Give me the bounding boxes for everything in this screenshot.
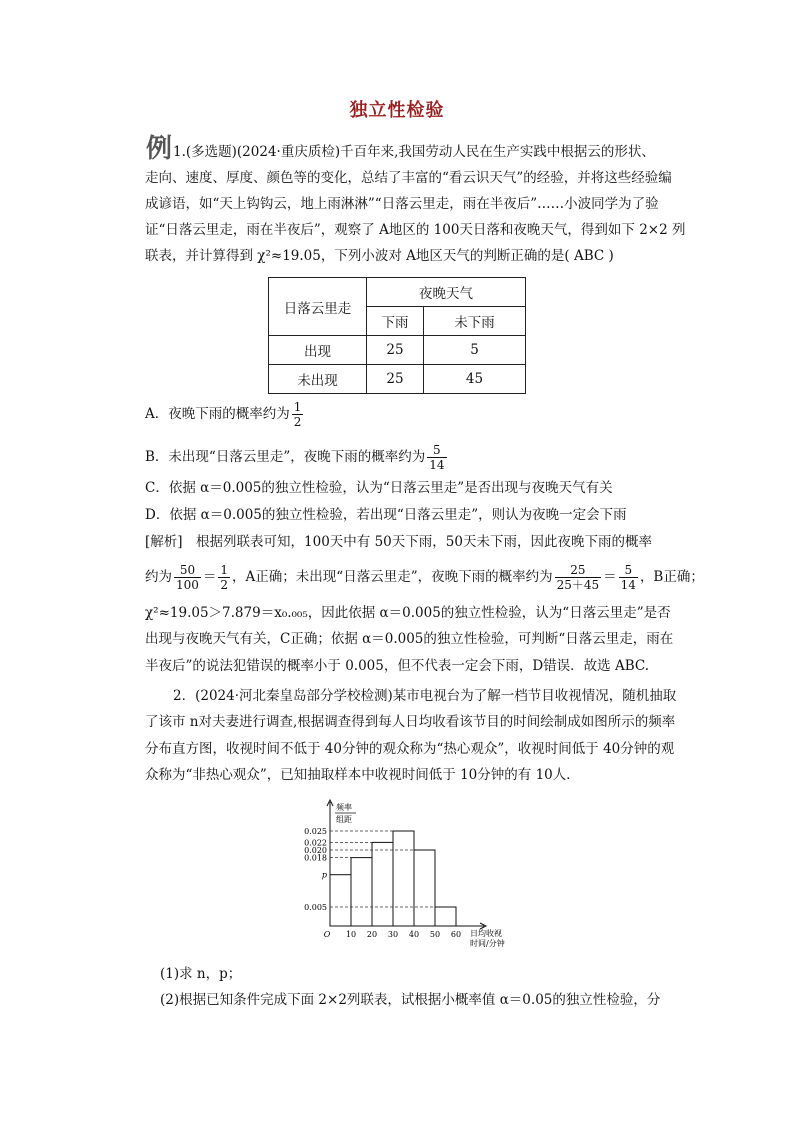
y-axis-label: 频率 — [336, 803, 352, 812]
table-row-label: 未出现 — [269, 365, 367, 394]
q2-line: 2．(2024·河北秦皇岛部分学校检测)某市电视台为了解一档节目收视情况，随机抽取 — [173, 688, 677, 704]
option-b — [145, 443, 685, 472]
option-b-text: B．未出现“日落云里走”，夜晚下雨的概率约为 — [145, 449, 426, 465]
numerator: 5 — [427, 443, 446, 458]
y-tick-label: p — [321, 870, 327, 880]
y-tick-label: 0.025 — [304, 827, 327, 836]
q1-line: 1.(多选题)(2024·重庆质检)千百年来,我国劳动人民在生产实践中根据云的形状、 — [173, 144, 655, 160]
solution-text: ，B正确； — [639, 569, 704, 585]
frequency-histogram — [300, 796, 540, 952]
x-tick-label: 40 — [408, 930, 420, 939]
table-corner-header: 日落云里走 — [269, 278, 367, 336]
x-tick-label: O — [323, 930, 331, 939]
q2-line: 众称为“非热心观众”，已知抽取样本中收视时间低于 10分钟的有 10人． — [145, 767, 580, 783]
x-tick-label: 30 — [387, 930, 399, 939]
example-mark: 例 — [146, 134, 173, 164]
numerator: 50 — [174, 563, 201, 578]
denominator: 14 — [620, 578, 636, 592]
x-axis-label: 时间/分钟 — [470, 939, 505, 948]
y-tick-label: 0.020 — [304, 846, 327, 855]
q2-line: 分布直方图，收视时间不低于 40分钟的观众称为“热心观众”，收视时间低于 40分钟的观 — [145, 741, 675, 757]
table-group-header: 夜晚天气 — [367, 278, 526, 307]
denominator: 25＋45 — [556, 578, 600, 592]
table-cell: 45 — [424, 365, 526, 394]
solution-line: χ²≈19.05＞7.879＝x₀.₀₀₅，因此依据 α＝0.005的独立性检验，认为“日落云里走”是否 — [145, 605, 671, 621]
numerator: 1 — [220, 563, 229, 577]
y-tick-label: 0.005 — [304, 903, 327, 912]
x-tick-label: 60 — [450, 930, 462, 939]
x-tick-label: 50 — [429, 930, 441, 939]
table-cell: 25 — [367, 365, 424, 394]
q1-line: 走向、速度、厚度、颜色等的变化，总结了丰富的“看云识天气”的经验，并将这些经验编 — [145, 170, 672, 186]
option-c: C．依据 α＝0.005的独立性检验，认为“日落云里走”是否出现与夜晚天气有关 — [145, 480, 613, 496]
x-tick-label: 20 — [366, 930, 378, 939]
fraction — [292, 400, 304, 429]
solution-line: 出现与夜晚天气有关，C正确；依据 α＝0.005的独立性检验，可判断“日落云里走，雨在 — [145, 631, 674, 647]
equals-sign: ＝ — [202, 569, 217, 585]
table-cell: 5 — [424, 336, 526, 365]
histogram-bar — [372, 842, 393, 926]
table-row — [269, 365, 526, 394]
solution-text: ，A正确；未出现“日落云里走”，夜晚下雨的概率约为 — [232, 569, 553, 585]
sub-question-2: (2)根据已知条件完成下面 2×2列联表，试根据小概率值 α＝0.05的独立性检验，分 — [160, 992, 661, 1008]
denominator: 2 — [220, 578, 229, 592]
fraction — [619, 563, 638, 592]
histogram-bar — [435, 907, 456, 926]
y-tick-label: 0.022 — [304, 838, 327, 848]
table-cell: 25 — [367, 336, 424, 365]
option-d: D．依据 α＝0.005的独立性检验，若出现“日落云里走”，则认为夜晚一定会下雨 — [145, 507, 627, 523]
sub-question-1: (1)求 n，p； — [160, 966, 242, 982]
equals-sign: ＝ — [603, 569, 617, 585]
fraction — [555, 563, 602, 592]
y-tick-label: 0.018 — [304, 853, 327, 863]
table-row-label: 出现 — [269, 336, 367, 365]
solution-line: 半夜后”的说法犯错误的概率小于 0.005，但不代表一定会下雨，D错误．故选 ABC. — [145, 658, 650, 674]
solution-line — [145, 563, 704, 592]
q1-line: 成谚语，如“天上钩钩云，地上雨淋淋”“日落云里走，雨在半夜后”……小波同学为了验 — [145, 196, 659, 212]
numerator: 1 — [293, 400, 302, 414]
histogram-bar — [330, 875, 351, 926]
numerator: 5 — [619, 563, 638, 578]
fraction — [174, 563, 201, 592]
histogram-bar — [351, 858, 372, 926]
histogram-bar — [393, 831, 414, 926]
x-tick-label: 10 — [345, 930, 357, 939]
denominator: 14 — [429, 458, 445, 472]
contingency-table — [268, 277, 526, 394]
q1-line: 联表，并计算得到 χ²≈19.05，下列小波对 A地区天气的判断正确的是( ABC ) — [145, 248, 614, 264]
denominator: 2 — [293, 415, 302, 429]
fraction — [427, 443, 446, 472]
page-title: 独立性检验 — [349, 100, 445, 121]
numerator: 25 — [555, 563, 602, 578]
q1-line: 证“日落云里走，雨在半夜后”，观察了 A地区的 100天日落和夜晚天气，得到如下 2×2 列 — [145, 222, 686, 238]
x-axis-label: 日均收视 — [470, 929, 502, 938]
y-axis-label: 组距 — [336, 815, 352, 824]
solution-line: [解析] 根据列联表可知，100天中有 50天下雨，50天未下雨，因此夜晚下雨的概率 — [145, 534, 652, 550]
solution-text: 约为 — [145, 569, 172, 585]
option-a — [145, 400, 685, 429]
table-col-header: 下雨 — [367, 307, 424, 336]
option-a-text: A．夜晚下雨的概率约为 — [145, 406, 290, 422]
denominator: 100 — [176, 578, 199, 592]
table-col-header: 未下雨 — [424, 307, 526, 336]
fraction — [218, 563, 230, 592]
q2-line: 了该市 n对夫妻进行调查,根据调查得到每人日均收看该节目的时间绘制成如图所示的频率 — [145, 714, 676, 730]
histogram-bar — [414, 850, 435, 926]
table-row — [269, 336, 526, 365]
